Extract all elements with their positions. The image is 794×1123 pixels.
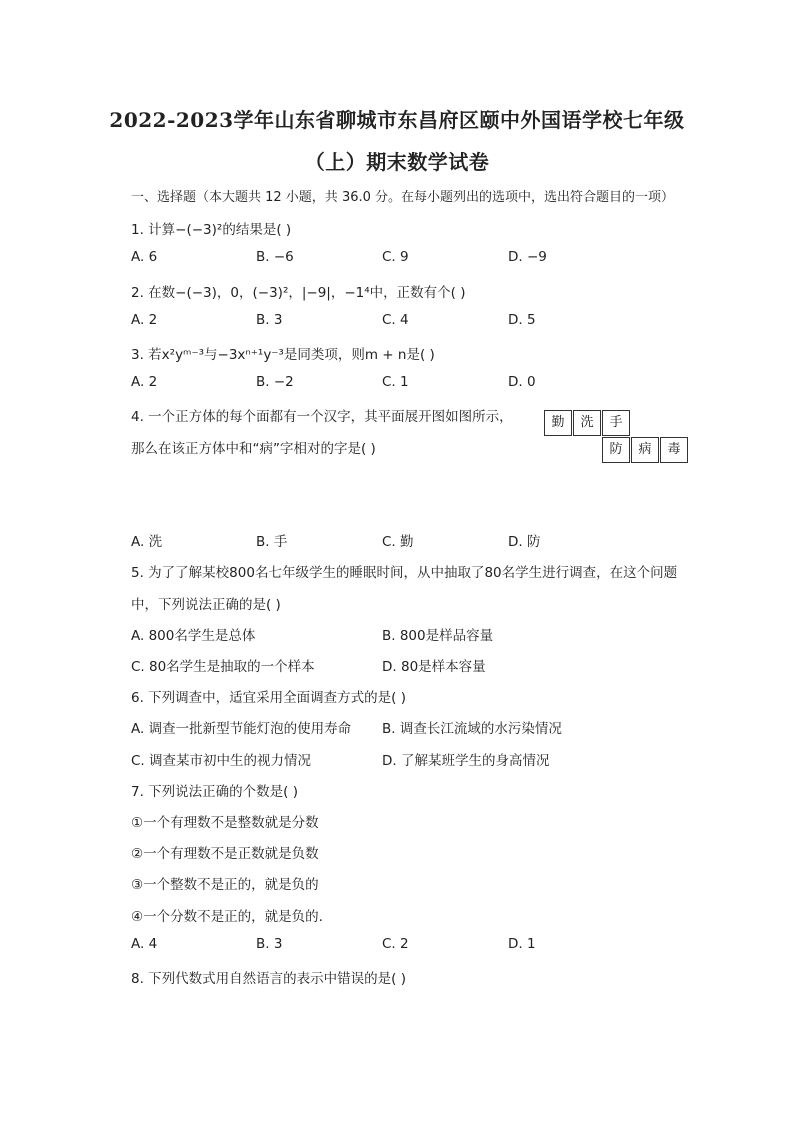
question-2-option-b: B. 3: [256, 312, 283, 328]
question-3-option-d: D. 0: [508, 374, 536, 390]
question-7-statement-1: ①一个有理数不是整数就是分数: [131, 815, 319, 831]
question-3-stem: 3. 若x²yᵐ⁻³与−3xⁿ⁺¹y⁻³是同类项，则m + n是( ): [131, 347, 435, 363]
question-6-stem: 6. 下列调查中，适宜采用全面调查方式的是( ): [131, 690, 406, 706]
question-5-stem-line1: 5. 为了了解某校800名七年级学生的睡眠时间，从中抽取了80名学生进行调查，在这个问题: [131, 565, 678, 581]
net-cell-bottom-1: 防: [602, 437, 630, 463]
exam-title-line1: 2022-2023学年山东省聊城市东昌府区颐中外国语学校七年级: [109, 108, 685, 132]
question-5-stem-line2: 中，下列说法正确的是( ): [131, 597, 281, 613]
question-7-option-d: D. 1: [508, 936, 536, 952]
question-4-stem-line2: 那么在该正方体中和“病”字相对的字是( ): [131, 441, 376, 457]
net-cell-top-3: 手: [602, 410, 630, 436]
cube-net-diagram: [544, 410, 692, 466]
question-5-option-d: D. 80是样本容量: [382, 659, 486, 675]
question-1-stem: 1. 计算−(−3)²的结果是( ): [131, 222, 292, 238]
question-5-option-a: A. 800名学生是总体: [131, 628, 256, 644]
question-4-stem-line1: 4. 一个正方体的每个面都有一个汉字，其平面展开图如图所示，: [131, 409, 513, 425]
question-1-option-a: A. 6: [131, 249, 158, 265]
question-4-option-c: C. 勤: [382, 534, 414, 550]
question-7-stem: 7. 下列说法正确的个数是( ): [131, 784, 298, 800]
question-2-option-c: C. 4: [382, 312, 409, 328]
question-4-option-d: D. 防: [508, 534, 541, 550]
question-7-statement-4: ④一个分数不是正的，就是负的.: [131, 909, 323, 925]
question-6-option-c: C. 调查某市初中生的视力情况: [131, 753, 312, 769]
question-3-option-c: C. 1: [382, 374, 409, 390]
question-3-option-a: A. 2: [131, 374, 158, 390]
question-7-option-c: C. 2: [382, 936, 409, 952]
question-8-stem: 8. 下列代数式用自然语言的表示中错误的是( ): [131, 971, 406, 987]
question-7-option-a: A. 4: [131, 936, 158, 952]
question-2-option-a: A. 2: [131, 312, 158, 328]
question-2-stem: 2. 在数−(−3)，0，(−3)²，|−9|，−1⁴中，正数有个( ): [131, 285, 466, 301]
question-7-option-b: B. 3: [256, 936, 283, 952]
question-6-option-a: A. 调查一批新型节能灯泡的使用寿命: [131, 721, 352, 737]
question-3-option-b: B. −2: [256, 374, 294, 390]
question-7-statement-2: ②一个有理数不是正数就是负数: [131, 846, 319, 862]
question-6-option-b: B. 调查长江流域的水污染情况: [382, 721, 562, 737]
question-2-option-d: D. 5: [508, 312, 536, 328]
net-cell-bottom-3: 毒: [660, 437, 688, 463]
question-1-option-c: C. 9: [382, 249, 409, 265]
section-heading: 一、选择题（本大题共 12 小题，共 36.0 分。在每小题列出的选项中，选出符合题目的一项）: [131, 190, 675, 205]
exam-title-line2: （上）期末数学试卷: [304, 150, 490, 174]
net-cell-top-1: 勤: [544, 410, 572, 436]
question-1-option-d: D. −9: [508, 249, 547, 265]
question-7-statement-3: ③一个整数不是正的，就是负的: [131, 877, 319, 893]
net-cell-top-2: 洗: [573, 410, 601, 436]
question-1-option-b: B. −6: [256, 249, 294, 265]
question-5-option-c: C. 80名学生是抽取的一个样本: [131, 659, 315, 675]
net-cell-bottom-2: 病: [631, 437, 659, 463]
question-4-option-b: B. 手: [256, 534, 288, 550]
question-4-option-a: A. 洗: [131, 534, 163, 550]
question-6-option-d: D. 了解某班学生的身高情况: [382, 753, 550, 769]
question-5-option-b: B. 800是样品容量: [382, 628, 494, 644]
